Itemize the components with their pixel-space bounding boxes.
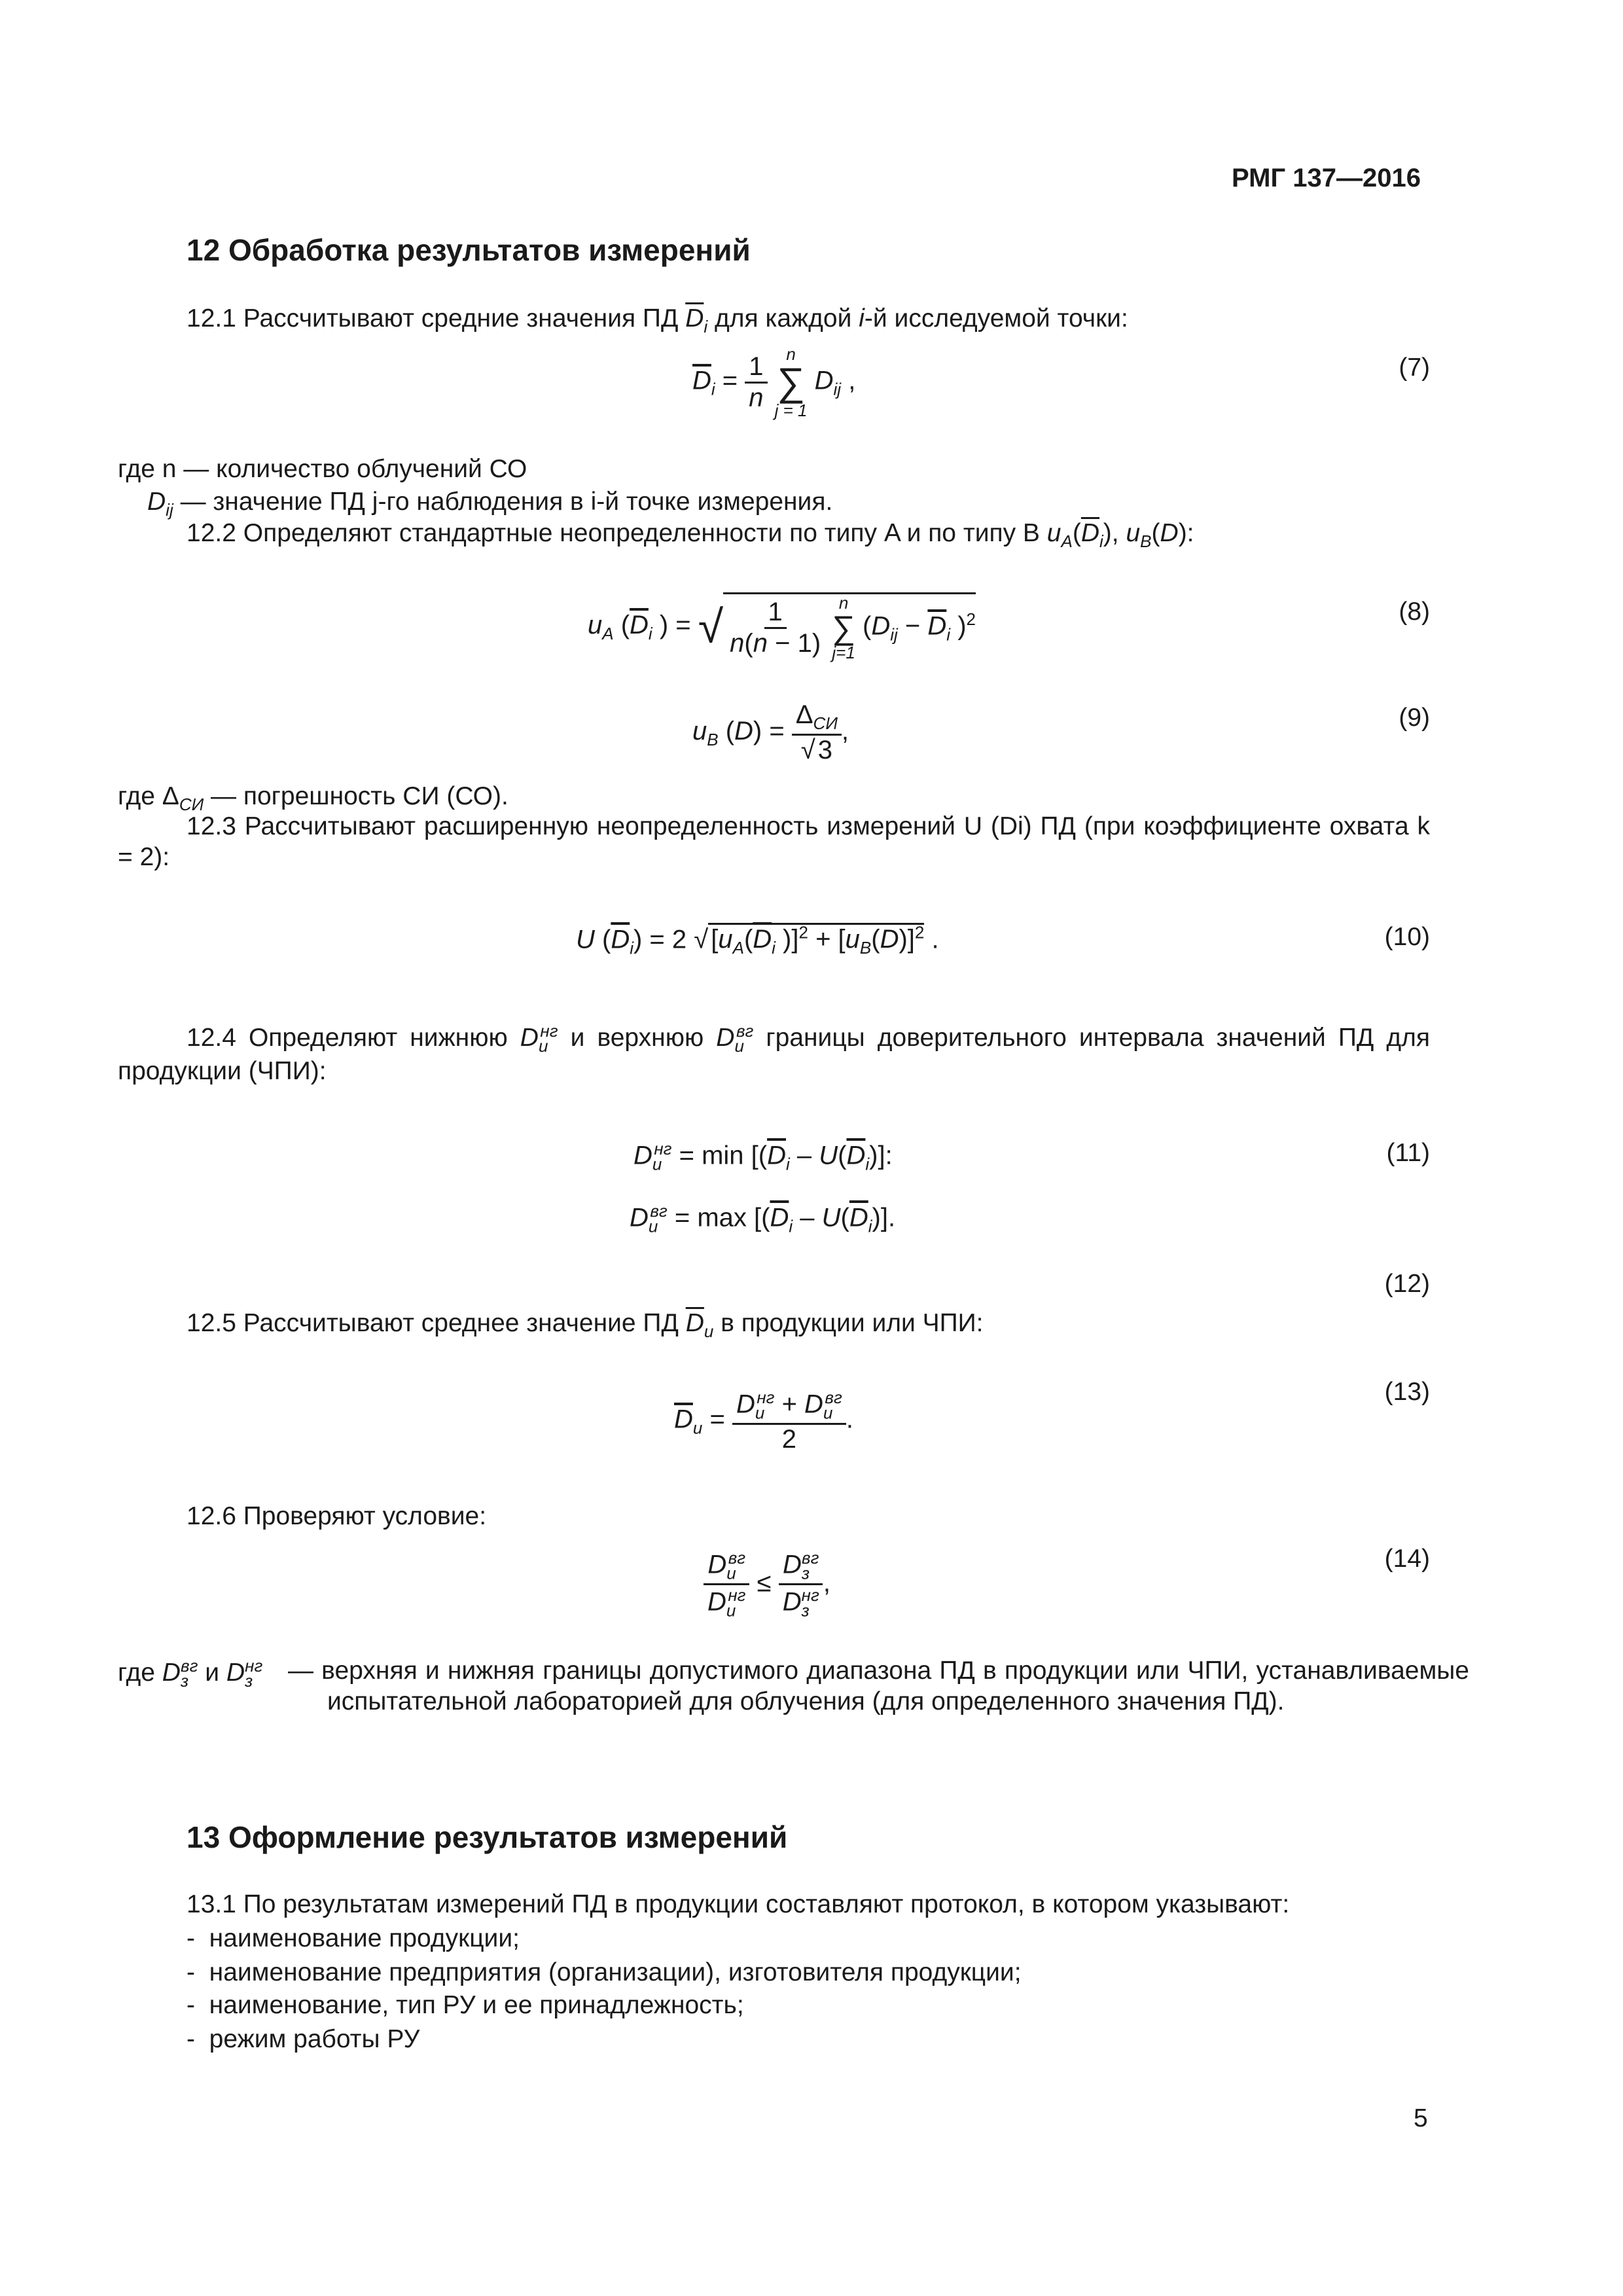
paragraph-12-6: 12.6 Проверяют условие:: [187, 1502, 487, 1530]
equation-13: $\overline{D}_u$ = $\frac{D_u^{нг} + D_u^{вг}}{2}$ .: [674, 1388, 853, 1454]
paragraph-12-2: 12.2 Определяют стандартные неопределенности по типу A и по типу B $u_A(\overline{D}_i)$, $u_B(D)$:: [187, 519, 1194, 551]
list-item: - режим работы РУ: [187, 2025, 420, 2053]
equation-8-number: (8): [1399, 598, 1430, 626]
where-n: где n — количество облучений СО: [118, 455, 527, 483]
paragraph-12-4: 12.4 Определяют нижнюю $D_u^{нг}$ и верхнюю $D_u^{вг}$ границы доверительного интервала значений ПД для продукции (ЧПИ):: [118, 1021, 1431, 1085]
paragraph-12-1: 12.1 Рассчитывают средние значения ПД $\overline{D}_i$ для каждой i-й исследуемой точки:: [187, 304, 1128, 336]
list-item: - наименование продукции;: [187, 1924, 520, 1952]
where-limits-text: — верхняя и нижняя границы допустимого диапазона ПД в продукции или ЧПИ, устанавливаемые испытательной лабораторией для облучения (для определенного значения ПД).: [288, 1657, 1469, 1715]
section-13-title: 13 Оформление результатов измерений: [187, 1820, 788, 1854]
document-code: РМГ 137—2016: [1232, 164, 1421, 192]
equation-10-number: (10): [1384, 923, 1430, 951]
equation-11-number: (11): [1386, 1139, 1430, 1167]
paragraph-12-3: 12.3 Рассчитывают расширенную неопределенность измерений U (Di) ПД (при коэффициенте охвата k = 2):: [118, 812, 1430, 871]
equation-11-upper: $D_u^{вг} = \max [(\overline{D}_i - U(\overline{D}_i)]$.: [630, 1201, 896, 1236]
section-12-title: 12 Обработка результатов измерений: [187, 233, 751, 267]
where-limits-label: где $D_з^{вг}$ и $D_з^{нг}$: [118, 1656, 263, 1691]
equation-9: $u_B$ (D) = $\frac{\Delta_{СИ}}{√ 3}$ ,: [692, 700, 849, 764]
page-number: 5: [1414, 2104, 1428, 2132]
where-dij: $D_{ij}$ — значение ПД j-го наблюдения в i-й точке измерения.: [147, 488, 833, 520]
equation-11-lower: $D_u^{нг} = \min [(\overline{D}_i - U(\overline{D}_i)]$:: [633, 1139, 893, 1174]
equation-8: $u_A$ ($\overline{D}_i$ ) = √ $\frac{1}{n(n - 1)}$ n ∑ j=1 ($D_{ij} - \overline{D}_i$ )$^2$: [588, 593, 976, 662]
equation-7-number: (7): [1399, 353, 1430, 382]
paragraph-12-5: 12.5 Рассчитывают среднее значение ПД $\overline{D}_u$ в продукции или ЧПИ:: [187, 1309, 984, 1341]
equation-13-number: (13): [1384, 1378, 1430, 1406]
equation-14-number: (14): [1384, 1545, 1430, 1573]
equation-14: $\frac{D_u^{вг}}{D_u^{нг}}$ ≤ $\frac{D_з^{вг}}{D_з^{нг}}$ ,: [704, 1548, 830, 1621]
where-delta: где $\Delta_{СИ}$ — погрешность СИ (СО).: [118, 782, 508, 814]
list-item: - наименование предприятия (организации), изготовителя продукции;: [187, 1958, 1022, 1986]
equation-9-number: (9): [1399, 704, 1430, 732]
equation-10: U $(\overline{D}_i) = 2$ √ [$u_A(\overline{D}_i$ )]$^2 + [u_B(D)]^2$ .: [576, 923, 939, 958]
equation-12-number: (12): [1384, 1270, 1430, 1298]
list-item: - наименование, тип РУ и ее принадлежность;: [187, 1991, 744, 2019]
equation-7: $\overline{D}_i$ = $\frac{1}{n}$ n ∑ j = 1 $D_{ij}$ ,: [692, 344, 856, 420]
paragraph-13-1: 13.1 По результатам измерений ПД в продукции составляют протокол, в котором указывают:: [187, 1890, 1290, 1918]
